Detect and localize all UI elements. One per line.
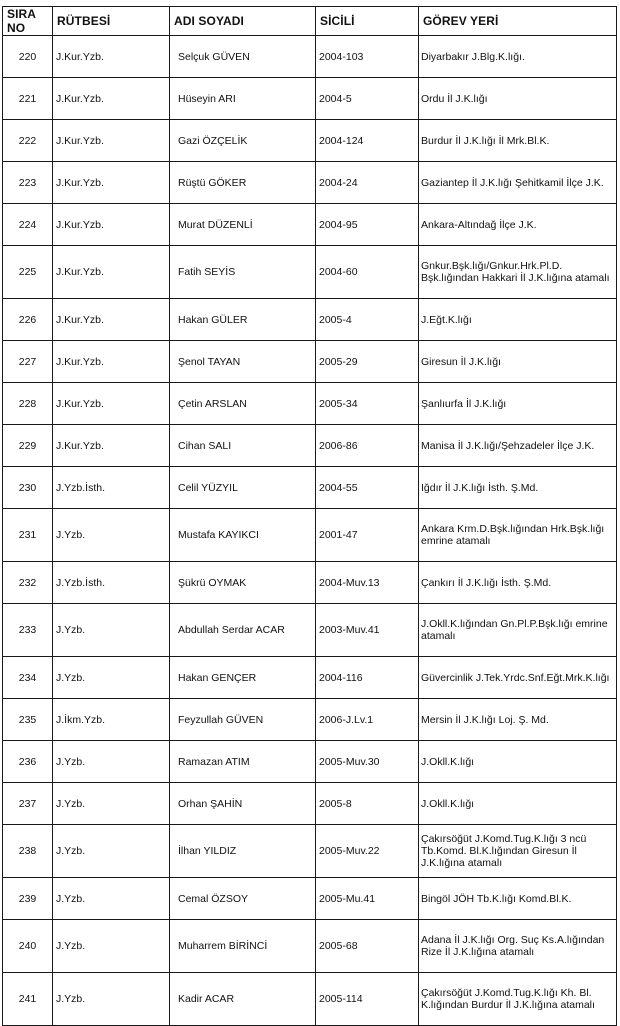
cell-sira-no: 238 — [3, 825, 53, 878]
cell-rutbesi: J.Kur.Yzb. — [53, 425, 170, 467]
cell-adi-soyadi: Şenol TAYAN — [170, 341, 316, 383]
cell-sicili: 2005-114 — [316, 973, 419, 1026]
table-row — [3, 162, 617, 204]
table-row — [3, 78, 617, 120]
header-sicili: SİCİLİ — [316, 7, 419, 36]
cell-gorev-yeri: Ankara Krm.D.Bşk.lığından Hrk.Bşk.lığı emrine atamalı — [419, 509, 617, 562]
cell-sicili: 2005-68 — [316, 920, 419, 973]
cell-adi-soyadi: Hakan GENÇER — [170, 657, 316, 699]
cell-adi-soyadi: Ramazan ATIM — [170, 741, 316, 783]
cell-gorev-yeri: Güvercinlik J.Tek.Yrdc.Snf.Eğt.Mrk.K.lığı — [419, 657, 617, 699]
cell-adi-soyadi: Kadir ACAR — [170, 973, 316, 1026]
header-sira-no: SIRA NO — [3, 7, 53, 36]
cell-sicili: 2004-60 — [316, 246, 419, 299]
table-row — [3, 246, 617, 299]
cell-adi-soyadi: Cihan SALI — [170, 425, 316, 467]
cell-rutbesi: J.Kur.Yzb. — [53, 162, 170, 204]
cell-gorev-yeri: J.Eğt.K.lığı — [419, 299, 617, 341]
table-row — [3, 425, 617, 467]
cell-adi-soyadi: Abdullah Serdar ACAR — [170, 604, 316, 657]
cell-adi-soyadi: Şükrü OYMAK — [170, 562, 316, 604]
cell-sicili: 2005-Muv.30 — [316, 741, 419, 783]
table-row — [3, 299, 617, 341]
cell-rutbesi: J.Kur.Yzb. — [53, 341, 170, 383]
table-row — [3, 383, 617, 425]
table-body — [3, 36, 617, 1026]
cell-sicili: 2004-124 — [316, 120, 419, 162]
table-row — [3, 657, 617, 699]
cell-sira-no: 226 — [3, 299, 53, 341]
table-row — [3, 783, 617, 825]
cell-rutbesi: J.Kur.Yzb. — [53, 120, 170, 162]
cell-sicili: 2004-Muv.13 — [316, 562, 419, 604]
cell-sira-no: 236 — [3, 741, 53, 783]
cell-sicili: 2004-103 — [316, 36, 419, 78]
cell-adi-soyadi: Fatih SEYİS — [170, 246, 316, 299]
table-row — [3, 878, 617, 920]
table-row — [3, 604, 617, 657]
cell-rutbesi: J.Kur.Yzb. — [53, 383, 170, 425]
table-row — [3, 699, 617, 741]
cell-gorev-yeri: Çakırsöğüt J.Komd.Tug.K.lığı Kh. Bl. K.lığından Burdur İl J.K.lığına atamalı — [419, 973, 617, 1026]
cell-sira-no: 240 — [3, 920, 53, 973]
cell-sira-no: 229 — [3, 425, 53, 467]
cell-rutbesi: J.Yzb. — [53, 920, 170, 973]
cell-sira-no: 239 — [3, 878, 53, 920]
cell-gorev-yeri: Manisa İl J.K.lığı/Şehzadeler İlçe J.K. — [419, 425, 617, 467]
cell-sira-no: 227 — [3, 341, 53, 383]
cell-sicili: 2005-29 — [316, 341, 419, 383]
cell-sicili: 2003-Muv.41 — [316, 604, 419, 657]
cell-gorev-yeri: Iğdır İl J.K.lığı İsth. Ş.Md. — [419, 467, 617, 509]
cell-gorev-yeri: Gnkur.Bşk.lığı/Gnkur.Hrk.Pl.D. Bşk.lığından Hakkari İl J.K.lığına atamalı — [419, 246, 617, 299]
cell-adi-soyadi: Feyzullah GÜVEN — [170, 699, 316, 741]
cell-rutbesi: J.Yzb. — [53, 509, 170, 562]
cell-rutbesi: J.Yzb. — [53, 657, 170, 699]
cell-gorev-yeri: J.Okll.K.lığından Gn.Pl.P.Bşk.lığı emrine atamalı — [419, 604, 617, 657]
personnel-list-document — [2, 6, 616, 1026]
cell-sicili: 2005-8 — [316, 783, 419, 825]
cell-rutbesi: J.Yzb. — [53, 825, 170, 878]
cell-rutbesi: J.Kur.Yzb. — [53, 299, 170, 341]
cell-sicili: 2004-5 — [316, 78, 419, 120]
header-adi-soyadi: ADI SOYADI — [170, 7, 316, 36]
cell-adi-soyadi: Selçuk GÜVEN — [170, 36, 316, 78]
cell-gorev-yeri: Diyarbakır J.Blg.K.lığı. — [419, 36, 617, 78]
cell-rutbesi: J.Yzb. — [53, 741, 170, 783]
cell-sira-no: 232 — [3, 562, 53, 604]
table-row — [3, 741, 617, 783]
cell-rutbesi: J.İkm.Yzb. — [53, 699, 170, 741]
table-row — [3, 825, 617, 878]
cell-rutbesi: J.Yzb. — [53, 878, 170, 920]
cell-gorev-yeri: Bingöl JÖH Tb.K.lığı Komd.Bl.K. — [419, 878, 617, 920]
cell-sira-no: 225 — [3, 246, 53, 299]
cell-gorev-yeri: Mersin İl J.K.lığı Loj. Ş. Md. — [419, 699, 617, 741]
cell-gorev-yeri: J.Okll.K.lığı — [419, 741, 617, 783]
table-row — [3, 36, 617, 78]
table-row — [3, 973, 617, 1026]
cell-sicili: 2006-J.Lv.1 — [316, 699, 419, 741]
cell-adi-soyadi: Celil YÜZYIL — [170, 467, 316, 509]
header-rutbesi: RÜTBESİ — [53, 7, 170, 36]
header-gorev-yeri: GÖREV YERİ — [419, 7, 617, 36]
cell-gorev-yeri: Ordu İl J.K.lığı — [419, 78, 617, 120]
cell-rutbesi: J.Kur.Yzb. — [53, 36, 170, 78]
table-row — [3, 562, 617, 604]
table-row — [3, 341, 617, 383]
cell-gorev-yeri: Gaziantep İl J.K.lığı Şehitkamil İlçe J.K. — [419, 162, 617, 204]
cell-rutbesi: J.Kur.Yzb. — [53, 246, 170, 299]
cell-gorev-yeri: Ankara-Altındağ İlçe J.K. — [419, 204, 617, 246]
cell-sicili: 2005-4 — [316, 299, 419, 341]
cell-adi-soyadi: Muharrem BİRİNCİ — [170, 920, 316, 973]
cell-sicili: 2004-95 — [316, 204, 419, 246]
cell-sira-no: 230 — [3, 467, 53, 509]
table-row — [3, 467, 617, 509]
cell-sicili: 2005-Muv.22 — [316, 825, 419, 878]
cell-rutbesi: J.Kur.Yzb. — [53, 78, 170, 120]
cell-adi-soyadi: Gazi ÖZÇELİK — [170, 120, 316, 162]
cell-adi-soyadi: Hüseyin ARI — [170, 78, 316, 120]
cell-gorev-yeri: J.Okll.K.lığı — [419, 783, 617, 825]
cell-sicili: 2006-86 — [316, 425, 419, 467]
cell-rutbesi: J.Yzb. — [53, 604, 170, 657]
cell-sira-no: 234 — [3, 657, 53, 699]
cell-adi-soyadi: Cemal ÖZSOY — [170, 878, 316, 920]
table-row — [3, 120, 617, 162]
cell-sira-no: 231 — [3, 509, 53, 562]
cell-sicili: 2004-55 — [316, 467, 419, 509]
cell-sira-no: 224 — [3, 204, 53, 246]
cell-adi-soyadi: Murat DÜZENLİ — [170, 204, 316, 246]
cell-rutbesi: J.Yzb. — [53, 783, 170, 825]
cell-sira-no: 221 — [3, 78, 53, 120]
cell-gorev-yeri: Şanlıurfa İl J.K.lığı — [419, 383, 617, 425]
cell-adi-soyadi: Çetin ARSLAN — [170, 383, 316, 425]
cell-sira-no: 228 — [3, 383, 53, 425]
cell-adi-soyadi: Rüştü GÖKER — [170, 162, 316, 204]
cell-sira-no: 237 — [3, 783, 53, 825]
cell-sicili: 2001-47 — [316, 509, 419, 562]
cell-rutbesi: J.Kur.Yzb. — [53, 204, 170, 246]
cell-sicili: 2005-34 — [316, 383, 419, 425]
cell-adi-soyadi: Orhan ŞAHİN — [170, 783, 316, 825]
cell-gorev-yeri: Giresun İl J.K.lığı — [419, 341, 617, 383]
cell-sicili: 2005-Mu.41 — [316, 878, 419, 920]
cell-sira-no: 222 — [3, 120, 53, 162]
cell-gorev-yeri: Adana İl J.K.lığı Org. Suç Ks.A.lığından Rize İl J.K.lığına atamalı — [419, 920, 617, 973]
table-row — [3, 204, 617, 246]
cell-sicili: 2004-24 — [316, 162, 419, 204]
cell-rutbesi: J.Yzb.İsth. — [53, 467, 170, 509]
cell-sira-no: 241 — [3, 973, 53, 1026]
table-row — [3, 509, 617, 562]
cell-sira-no: 233 — [3, 604, 53, 657]
cell-adi-soyadi: Mustafa KAYIKCI — [170, 509, 316, 562]
assignment-table — [2, 6, 617, 1026]
table-row — [3, 920, 617, 973]
cell-rutbesi: J.Yzb. — [53, 973, 170, 1026]
cell-rutbesi: J.Yzb.İsth. — [53, 562, 170, 604]
cell-gorev-yeri: Çakırsöğüt J.Komd.Tug.K.lığı 3 ncü Tb.Komd. Bl.K.lığından Giresun İl J.K.lığına atamalı — [419, 825, 617, 878]
cell-gorev-yeri: Çankırı İl J.K.lığı İsth. Ş.Md. — [419, 562, 617, 604]
cell-sicili: 2004-116 — [316, 657, 419, 699]
cell-gorev-yeri: Burdur İl J.K.lığı İl Mrk.Bl.K. — [419, 120, 617, 162]
cell-adi-soyadi: İlhan YILDIZ — [170, 825, 316, 878]
header-row — [3, 7, 617, 36]
cell-adi-soyadi: Hakan GÜLER — [170, 299, 316, 341]
cell-sira-no: 223 — [3, 162, 53, 204]
cell-sira-no: 235 — [3, 699, 53, 741]
cell-sira-no: 220 — [3, 36, 53, 78]
